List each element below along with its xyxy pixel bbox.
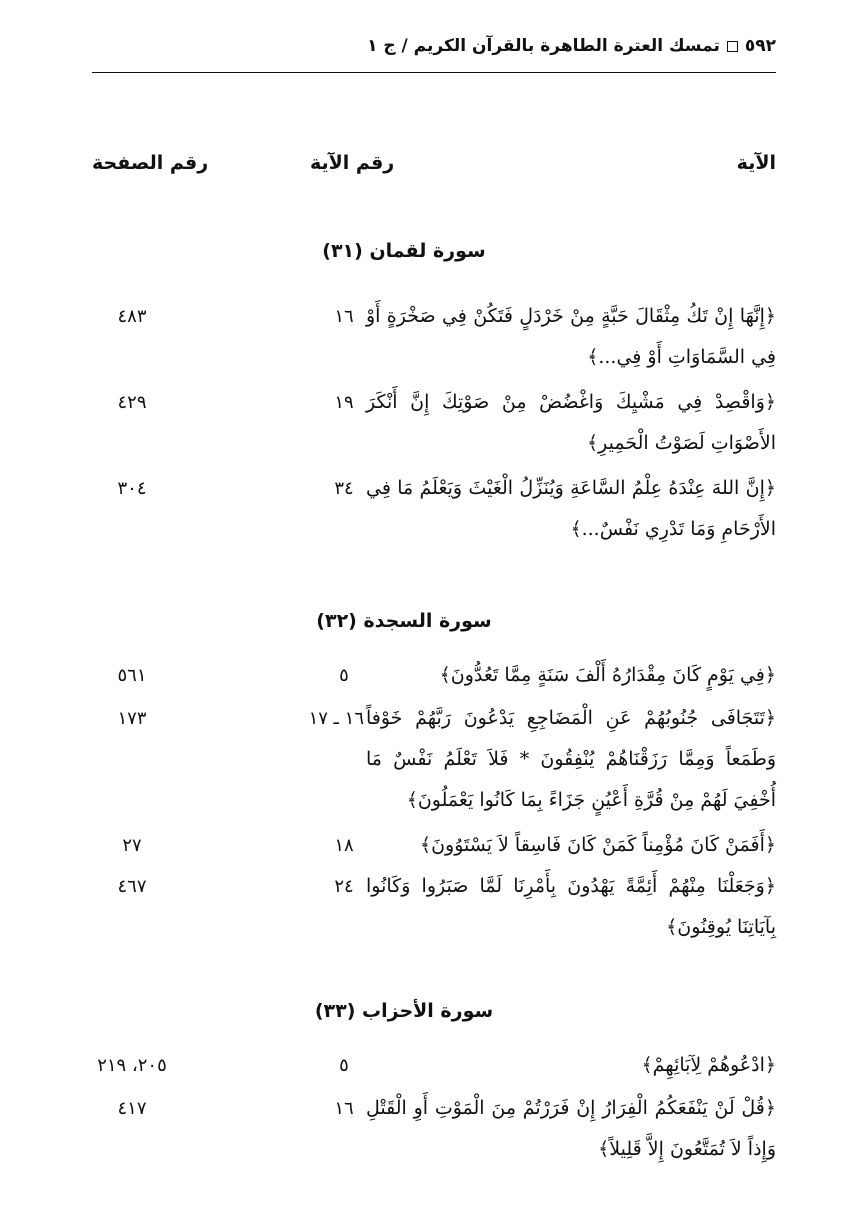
verse-number: ١٦ [334,1098,354,1119]
verse-number: ٢٤ [334,876,354,897]
verse-text: ﴿إِنَّهَا إِنْ تَكُ مِثْقَالَ حَبَّةٍ مِنْ خَرْدَلٍ فَتَكُنْ فِي صَخْرَةٍ أَوْ فِي السَّمَاوَاتِ أَوْ فِي...﴾ [366,305,776,368]
page-reference: ٣٠٤ [117,478,147,499]
square-bullet-icon [727,41,738,52]
page-reference: ٥٦١ [117,665,147,686]
verse-number: ٣٤ [334,478,354,499]
verse-text: ﴿ادْعُوهُمْ لِآبَائِهِمْ﴾ [641,1054,776,1076]
surah-heading: سورة لقمان (٣١) [322,240,486,262]
page-reference: ٤١٧ [117,1098,147,1119]
header-book-title: تمسك العترة الطاهرة بالقرآن الكريم / ج ١ [367,36,720,56]
verse-text: ﴿قُلْ لَنْ يَنْفَعَكُمُ الْفِرَارُ إِنْ فَرَرْتُمْ مِنَ الْمَوْتِ أَوِ الْقَتْلِ وَإِذاً لاَ تُمَتَّعُونَ إِلاَّ قَلِيلاً﴾ [366,1097,776,1160]
page-reference: ٢٠٥، ٢١٩ [97,1055,167,1076]
page-reference: ٤٢٩ [117,392,147,413]
running-header [92,36,776,56]
surah-heading: سورة السجدة (٣٢) [316,610,492,632]
page-reference: ٤٦٧ [117,876,147,897]
verse-text: ﴿أَفَمَنْ كَانَ مُؤْمِناً كَمَنْ كَانَ فَاسِقاً لاَ يَسْتَوُونَ﴾ [419,834,776,856]
verse-text: ﴿فِي يَوْمٍ كَانَ مِقْدَارُهُ أَلْفَ سَنَةٍ مِمَّا تَعُدُّونَ﴾ [439,664,776,686]
verse-text: ﴿وَاقْصِدْ فِي مَشْيِكَ وَاغْضُضْ مِنْ صَوْتِكَ إِنَّ أَنْكَرَ الأَصْوَاتِ لَصَوْتُ الْحَمِيرِ﴾ [366,391,776,454]
column-heading-verse: الآية [736,152,776,174]
verse-number: ١٦ [334,306,354,327]
page-reference: ٤٨٣ [117,306,147,327]
verse-text: ﴿وَجَعَلْنَا مِنْهُمْ أَئِمَّةً يَهْدُونَ بِأَمْرِنَا لَمَّا صَبَرُوا وَكَانُوا بِآيَاتِنَا يُوقِنُونَ﴾ [366,875,776,938]
verse-number: ٥ [339,665,349,686]
verse-number: ١٨ [334,835,354,856]
verse-number: ١٦ ـ ١٧ [308,708,364,729]
verse-text: ﴿إِنَّ اللهَ عِنْدَهُ عِلْمُ السَّاعَةِ وَيُنَزِّلُ الْغَيْثَ وَيَعْلَمُ مَا فِي الأَرْحَامِ وَمَا تَدْرِي نَفْسٌ...﴾ [366,477,776,540]
verse-number: ١٩ [334,392,354,413]
column-heading-page-number: رقم الصفحة [92,152,209,174]
column-headings [92,152,776,182]
header-rule [92,72,776,73]
column-heading-verse-number: رقم الآية [310,152,395,174]
page-reference: ٢٧ [122,835,142,856]
page-reference: ١٧٣ [117,708,147,729]
header-page-number: ٥٩٢ [744,36,776,56]
verse-number: ٥ [339,1055,349,1076]
surah-heading: سورة الأحزاب (٣٣) [314,1000,494,1022]
verse-text: ﴿تَتَجَافَى جُنُوبُهُمْ عَنِ الْمَضَاجِعِ يَدْعُونَ رَبَّهُمْ خَوْفاً وَطَمَعاً وَمِمَّا رَزَقْنَاهُمْ يُنْفِقُونَ * فَلاَ تَعْلَمُ نَفْسٌ مَا أُخْفِيَ لَهُمْ مِنْ قُرَّةِ أَعْيُنٍ جَزَاءً بِمَا كَانُوا يَعْمَلُونَ﴾ [366,707,776,811]
